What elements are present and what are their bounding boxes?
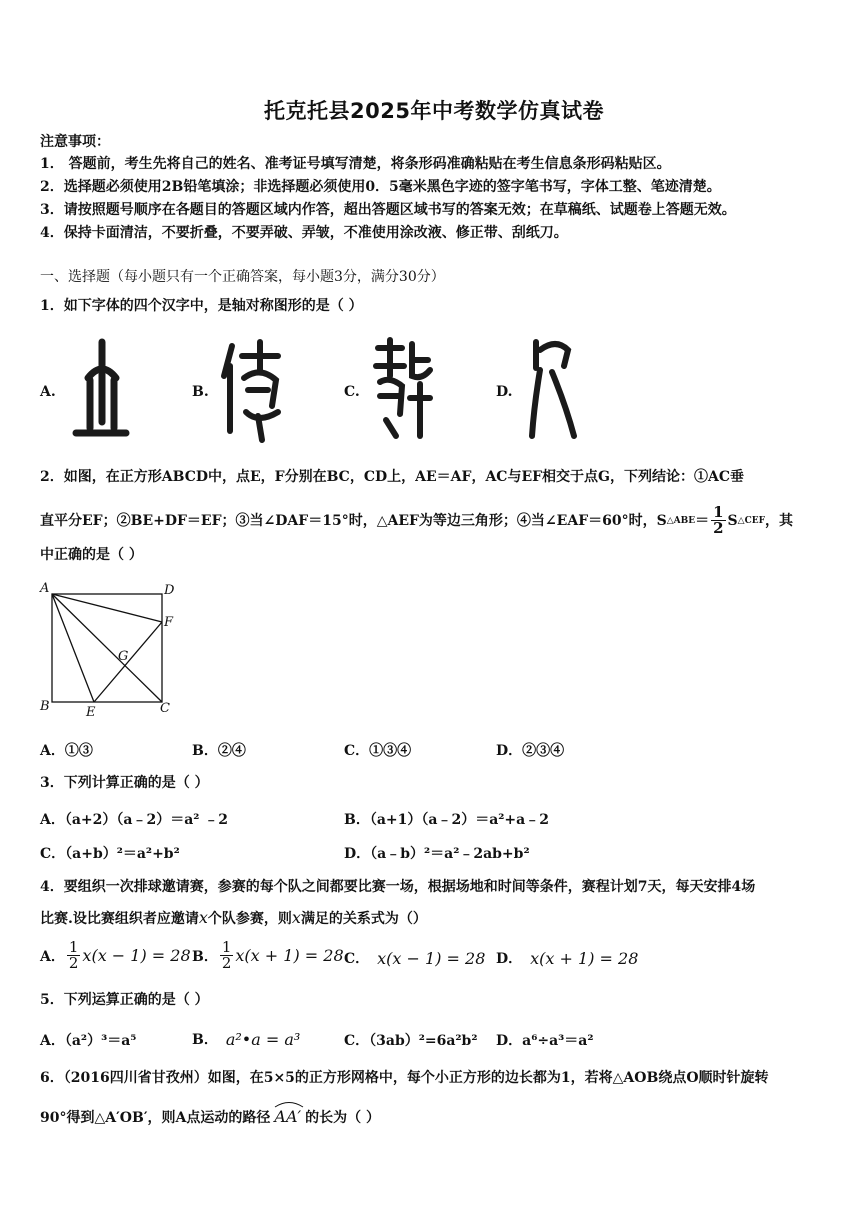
q4-b-den: 2 — [221, 954, 232, 972]
q4-option-b — [192, 940, 344, 971]
q2-tail: ，其 — [765, 512, 794, 529]
q4-line2-a: 比赛.设比赛组织者应邀请 — [40, 911, 199, 927]
q2-sub-cef: △CEF — [737, 515, 766, 526]
notice-heading: 注意事项： — [40, 134, 110, 150]
q4-option-d — [496, 948, 638, 968]
q1-option-d: D. — [496, 384, 513, 400]
q2-line2 — [40, 505, 793, 536]
q4-b-num: 1 — [221, 938, 232, 956]
segment-ae — [52, 594, 94, 702]
seal-character-c-icon — [372, 336, 436, 442]
segment-af — [52, 594, 162, 622]
q5-option-a: A．（a²）³＝a⁵ — [40, 1033, 137, 1049]
q5-b-label: B． — [192, 1032, 218, 1048]
q2-option-a: A．①③ — [40, 743, 93, 759]
q6-line1: 6．（2016四川省甘孜州）如图，在5×5的正方形网格中，每个小正方形的边长都为1，若将△AOB绕点O顺时针旋转 — [40, 1070, 769, 1086]
q5-option-c: C．（3ab）²=6a²b² — [344, 1033, 478, 1049]
q1-stem: 1．如下字体的四个汉字中，是轴对称图形的是（ ） — [40, 298, 363, 314]
q2-s: S — [727, 512, 738, 529]
q4-a-frac — [67, 940, 81, 971]
label-c: C — [160, 701, 170, 716]
label-f: F — [164, 615, 174, 630]
q3-option-b: B．（a+1）（a﹣2）＝a²+a﹣2 — [344, 812, 549, 828]
q6-arc — [274, 1108, 301, 1127]
q5-option-d: D．a⁶÷a³＝a² — [496, 1033, 594, 1049]
q1-option-c: C. — [344, 384, 360, 400]
notice-item-2: 2．选择题必须使用2B铅笔填涂；非选择题必须使用0．5毫米黑色字迹的签字笔书写，字体工整、笔迹清楚。 — [40, 179, 721, 195]
q5-stem: 5．下列运算正确的是（ ） — [40, 992, 209, 1008]
q4-b-expr: x(x + 1) = 28 — [235, 946, 344, 965]
q2-option-d: D．②③④ — [496, 743, 565, 759]
q2-fraction — [711, 505, 725, 536]
q6-line2-b: 的长为（ ） — [305, 1110, 381, 1126]
q4-b-label: B． — [192, 948, 218, 965]
q4-line1: 4．要组织一次排球邀请赛，参赛的每个队之间都要比赛一场，根据场地和时间等条件，赛程计划7天，每天安排4场 — [40, 879, 756, 895]
q4-a-num: 1 — [68, 938, 79, 956]
q6-arc-label: AA′ — [274, 1107, 302, 1126]
label-d: D — [164, 583, 175, 598]
q5-b-expr: a²•a = a³ — [225, 1029, 301, 1049]
q2-equals: ＝ — [695, 512, 710, 529]
notice-item-1: 1． 答题前，考生先将自己的姓名、准考证号填写清楚，将条形码准确粘贴在考生信息条形码粘贴区。 — [40, 156, 671, 172]
label-a: A — [40, 581, 50, 596]
q2-option-c: C．①③④ — [344, 743, 412, 759]
q1-option-b: B. — [192, 384, 209, 400]
q4-a-expr: x(x − 1) = 28 — [82, 946, 191, 965]
notice-item-4: 4．保持卡面清洁，不要折叠，不要弄破、弄皱，不准使用涂改液、修正带、刮纸刀。 — [40, 225, 568, 241]
q4-var-x: x — [198, 908, 208, 927]
section-heading: 一、选择题（每小题只有一个正确答案，每小题3分，满分30分） — [40, 269, 445, 285]
q4-c-label: C． — [344, 951, 370, 967]
label-g: G — [118, 649, 129, 664]
q3-stem: 3．下列计算正确的是（ ） — [40, 775, 209, 791]
q6-line2-a: 90°得到△A′OB′，则A点运动的路径 — [40, 1110, 271, 1126]
q4-var-x-2: x — [291, 908, 301, 927]
label-b: B — [40, 699, 50, 714]
notice-item-3: 3．请按照题号顺序在各题目的答题区域内作答，超出答题区域书写的答案无效；在草稿纸、试题卷上答题无效。 — [40, 202, 736, 218]
q2-frac-den: 2 — [713, 519, 724, 537]
seal-character-d-icon — [526, 336, 582, 442]
q2-sub-abe: △ABE — [666, 515, 696, 526]
label-e: E — [86, 705, 96, 720]
q3-option-c: C．（a+b）²＝a²+b² — [40, 846, 180, 862]
seal-character-a-icon — [68, 338, 132, 442]
q2-option-b: B．②④ — [192, 743, 246, 759]
q6-line2 — [40, 1108, 380, 1127]
q4-option-a — [40, 940, 191, 971]
q4-line2-c: 满足的关系式为（） — [300, 911, 427, 927]
seal-character-b-icon — [218, 336, 288, 446]
q2-square-figure — [36, 578, 186, 720]
q4-line2-b: 个队参赛，则 — [207, 911, 292, 927]
q2-line1: 2．如图，在正方形ABCD中，点E，F分别在BC，CD上，AE＝AF，AC与EF相交于点G，下列结论：①AC垂 — [40, 469, 745, 485]
q2-line3: 中正确的是（ ） — [40, 547, 143, 563]
q3-option-a: A．（a+2）（a﹣2）＝a² ﹣2 — [40, 812, 229, 828]
page-title: 托克托县2025年中考数学仿真试卷 — [264, 99, 604, 123]
arc-icon — [274, 1100, 304, 1108]
q4-d-label: D． — [496, 951, 523, 967]
q4-line2 — [40, 909, 427, 928]
q4-b-frac — [220, 940, 234, 971]
q4-d-expr: x(x + 1) = 28 — [530, 948, 639, 968]
q1-option-a: A. — [40, 384, 56, 400]
q2-line2-text: 直平分EF；②BE+DF＝EF；③当∠DAF＝15°时，△AEF为等边三角形；④当∠EAF＝60°时，S — [40, 512, 667, 529]
q4-a-label: A． — [40, 948, 65, 965]
q2-frac-num: 1 — [713, 503, 724, 521]
q4-a-den: 2 — [68, 954, 79, 972]
q4-c-expr: x(x − 1) = 28 — [377, 948, 486, 968]
q3-option-d: D．（a﹣b）²＝a²﹣2ab+b² — [344, 846, 530, 862]
q4-option-c — [344, 948, 485, 968]
q5-option-b — [192, 1029, 300, 1049]
